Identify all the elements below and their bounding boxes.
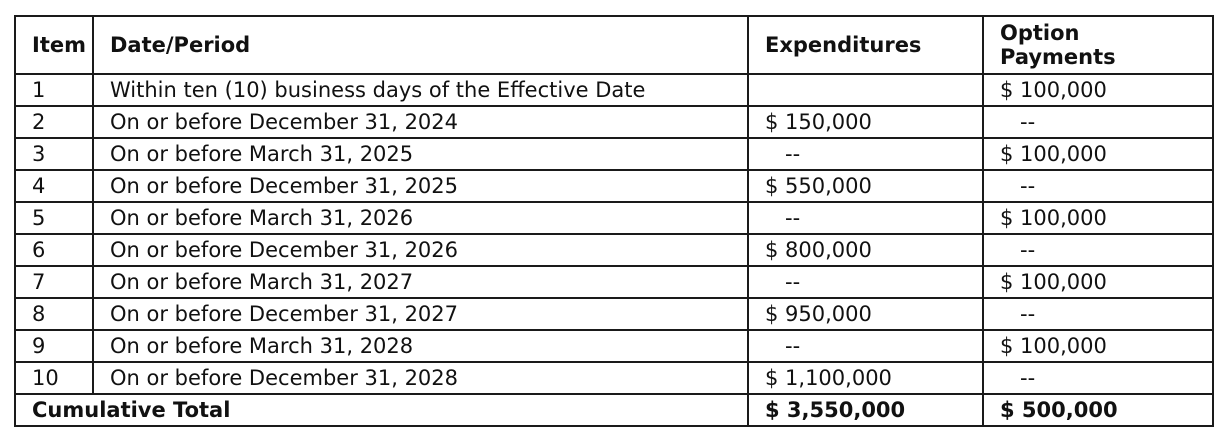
cell-item: 10: [15, 362, 93, 394]
header-date-period: Date/Period: [93, 16, 748, 74]
cell-option-payments: --: [983, 362, 1213, 394]
cell-item: 4: [15, 170, 93, 202]
cell-expenditures: --: [748, 138, 983, 170]
table-row: [15, 234, 1213, 266]
cell-option-payments: --: [983, 170, 1213, 202]
table-row: [15, 330, 1213, 362]
cell-date-period: On or before December 31, 2026: [93, 234, 748, 266]
header-option-line2: Payments: [1000, 45, 1116, 69]
table-row: [15, 298, 1213, 330]
table-row: [15, 170, 1213, 202]
cell-expenditures: $ 800,000: [748, 234, 983, 266]
cell-option-payments: --: [983, 298, 1213, 330]
cell-item: 1: [15, 74, 93, 106]
table-row: [15, 74, 1213, 106]
cell-date-period: Within ten (10) business days of the Effective Date: [93, 74, 748, 106]
cell-date-period: On or before March 31, 2025: [93, 138, 748, 170]
header-expenditures: Expenditures: [748, 16, 983, 74]
header-option-line1: Option: [1000, 21, 1080, 45]
table-row: [15, 362, 1213, 394]
header-item: Item: [15, 16, 93, 74]
total-option-payments: $ 500,000: [983, 394, 1213, 426]
cell-item: 7: [15, 266, 93, 298]
cell-date-period: On or before December 31, 2024: [93, 106, 748, 138]
table-row: [15, 106, 1213, 138]
total-expenditures: $ 3,550,000: [748, 394, 983, 426]
table-row: [15, 266, 1213, 298]
cell-item: 6: [15, 234, 93, 266]
cell-expenditures: [748, 74, 983, 106]
cell-date-period: On or before December 31, 2025: [93, 170, 748, 202]
cell-option-payments: $ 100,000: [983, 202, 1213, 234]
cell-expenditures: --: [748, 266, 983, 298]
cell-date-period: On or before March 31, 2028: [93, 330, 748, 362]
cell-date-period: On or before March 31, 2027: [93, 266, 748, 298]
cell-item: 3: [15, 138, 93, 170]
cell-expenditures: $ 1,100,000: [748, 362, 983, 394]
cell-item: 8: [15, 298, 93, 330]
cell-item: 9: [15, 330, 93, 362]
header-option-payments: [983, 16, 1213, 74]
cell-option-payments: $ 100,000: [983, 74, 1213, 106]
cell-expenditures: $ 950,000: [748, 298, 983, 330]
total-label: Cumulative Total: [15, 394, 748, 426]
cell-expenditures: $ 150,000: [748, 106, 983, 138]
table-row: [15, 202, 1213, 234]
header-row: [15, 16, 1213, 74]
cell-expenditures: --: [748, 202, 983, 234]
cell-expenditures: $ 550,000: [748, 170, 983, 202]
cell-option-payments: --: [983, 106, 1213, 138]
cell-date-period: On or before December 31, 2027: [93, 298, 748, 330]
cell-option-payments: --: [983, 234, 1213, 266]
table-row: [15, 138, 1213, 170]
cell-option-payments: $ 100,000: [983, 266, 1213, 298]
cell-option-payments: $ 100,000: [983, 330, 1213, 362]
cell-expenditures: --: [748, 330, 983, 362]
cell-date-period: On or before December 31, 2028: [93, 362, 748, 394]
cell-item: 5: [15, 202, 93, 234]
payment-schedule-table: [14, 15, 1214, 427]
cell-date-period: On or before March 31, 2026: [93, 202, 748, 234]
cell-option-payments: $ 100,000: [983, 138, 1213, 170]
total-row: [15, 394, 1213, 426]
cell-item: 2: [15, 106, 93, 138]
